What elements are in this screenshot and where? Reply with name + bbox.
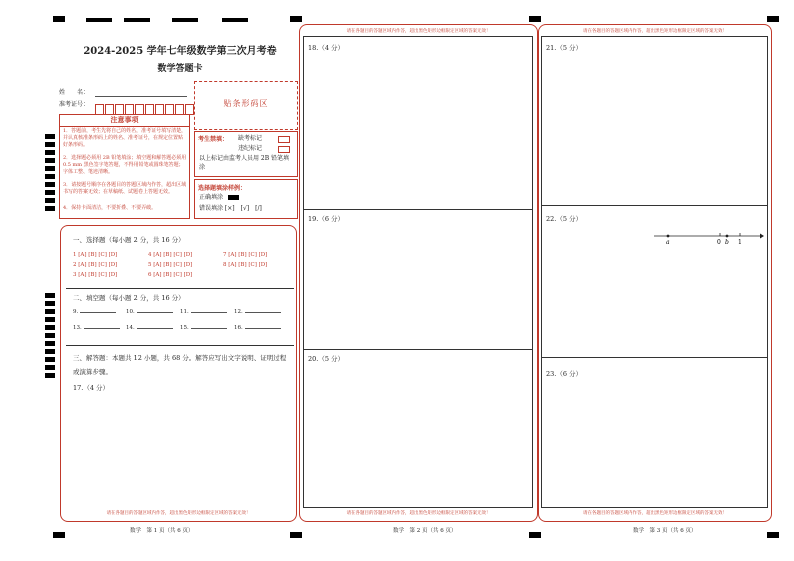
blank-10[interactable]: 10.: [126, 309, 173, 315]
notice-item: 3．请按题号顺序在各题目的答题区域内作答，超出区域书写的答案无效；在草稿纸、试题卷上答题无效。: [63, 182, 187, 195]
id-label: 准考证号：: [59, 101, 90, 108]
absent-checkbox[interactable]: [278, 136, 290, 143]
answer-sheet-subtitle: 数学答题卡: [157, 64, 203, 74]
mcq-row[interactable]: 7 [A] [B] [C] [D]: [223, 252, 268, 258]
mcq-row[interactable]: 4 [A] [B] [C] [D]: [148, 252, 193, 258]
divider: [66, 288, 294, 289]
answer-area-19[interactable]: [304, 226, 530, 348]
answer-area-18[interactable]: [304, 55, 530, 209]
barcode-label: 贴条形码区: [223, 99, 269, 108]
divider: [303, 349, 532, 350]
number-line: [650, 228, 764, 248]
divider: [303, 209, 532, 210]
filled-example: [228, 195, 239, 200]
page-number: 数学 第 1 页（共 6 页）: [130, 528, 194, 534]
mcq-row[interactable]: 3 [A] [B] [C] [D]: [73, 272, 118, 278]
mcq-row[interactable]: 6 [A] [B] [C] [D]: [148, 272, 193, 278]
registration-mark: [767, 532, 779, 538]
question-22-label: 22.（5 分）: [546, 215, 583, 223]
name-field[interactable]: [95, 96, 187, 97]
registration-mark: [290, 532, 302, 538]
answer-area-17[interactable]: [66, 395, 294, 503]
registration-mark: [53, 16, 65, 22]
footer-note: 请在各题目的答题区域内作答，超出黑色矩形边框限定区域的答案无效！: [106, 511, 251, 516]
mcq-row[interactable]: 5 [A] [B] [C] [D]: [148, 262, 193, 268]
label-zero: 0: [717, 239, 721, 246]
name-label: 姓 名：: [59, 89, 90, 96]
violation-checkbox[interactable]: [278, 146, 290, 153]
label-one: 1: [738, 239, 742, 246]
section3-title: 三、解答题：本题共 12 小题，共 68 分。解答应写出文字说明、证明过程或演算步骤。: [73, 354, 287, 376]
mcq-row[interactable]: 2 [A] [B] [C] [D]: [73, 262, 118, 268]
notice-title: 注意事项: [59, 115, 190, 127]
header-note: 请在各题目的答题区域内作答，超出黑色矩形边框限定区域的答案无效！: [346, 29, 491, 34]
registration-mark: [529, 16, 541, 22]
exam-status-title: 考生禁填：: [198, 136, 229, 143]
divider: [66, 345, 294, 346]
point-a-marker: [667, 235, 670, 238]
notice-item: 4．保持卡面清洁，不要折叠、不要弄破。: [63, 205, 157, 211]
registration-mark: [529, 532, 541, 538]
question-23-label: 23.（6 分）: [546, 370, 583, 378]
label-b: b: [725, 239, 729, 246]
registration-mark: [86, 18, 112, 22]
answer-area-21[interactable]: [542, 55, 765, 205]
fill-wrong-label: 错误填涂 [×] [√] [/]: [199, 205, 262, 212]
violation-label: 违纪标记: [238, 145, 263, 152]
point-b-marker: [726, 235, 729, 238]
mcq-row[interactable]: 1 [A] [B] [C] [D]: [73, 252, 118, 258]
question-20-label: 20.（5 分）: [308, 355, 345, 363]
page-number: 数学 第 3 页（共 6 页）: [633, 528, 697, 534]
question-19-label: 19.（6 分）: [308, 215, 345, 223]
section1-title: 一、选择题（每小题 2 分，共 16 分）: [73, 236, 185, 244]
footer-note: 请在各题目的答题区域内作答，超出黑色矩形边框限定区域的答案无效！: [346, 511, 491, 516]
section2-title: 二、填空题（每小题 2 分，共 16 分）: [73, 294, 185, 302]
registration-mark: [124, 18, 150, 22]
question-21-label: 21.（5 分）: [546, 44, 583, 52]
footer-note: 请在各题目的答题区域内作答，超出黑色矩形边框限定区域的答案无效！: [583, 511, 727, 516]
notice-item: 1．答题前，考生先将自己的姓名，准考证号填写清楚，并认真核准条形码上的姓名、准考证号，在规定位置贴好条形码。: [63, 128, 187, 148]
blank-13[interactable]: 13.: [73, 325, 120, 331]
notice-item: 2．选择题必须用 2B 铅笔填涂；填空题和解答题必须用 0.5 mm 黑色签字笔答题，不得用铅笔或圆珠笔答题；字体工整、笔迹清晰。: [63, 155, 187, 175]
exam-status-note: 以上标记由监考人员用 2B 铅笔填涂: [199, 155, 290, 171]
registration-mark: [767, 16, 779, 22]
page-number: 数学 第 2 页（共 6 页）: [393, 528, 457, 534]
blank-9[interactable]: 9.: [73, 309, 116, 315]
blank-11[interactable]: 11.: [180, 309, 227, 315]
mcq-row[interactable]: 8 [A] [B] [C] [D]: [223, 262, 268, 268]
exam-title: 2024-2025 学年七年级数学第三次月考卷: [83, 46, 277, 57]
blank-14[interactable]: 14.: [126, 325, 173, 331]
answer-area-22[interactable]: [542, 248, 765, 356]
registration-mark: [222, 18, 248, 22]
divider: [541, 205, 767, 206]
label-a: a: [666, 239, 670, 246]
fill-sample-title: 选择题填涂样例：: [198, 185, 247, 192]
blank-15[interactable]: 15.: [180, 325, 227, 331]
blank-16[interactable]: 16.: [234, 325, 281, 331]
fill-correct-label: 正确填涂: [199, 194, 224, 201]
blank-12[interactable]: 12.: [234, 309, 281, 315]
registration-mark: [172, 18, 198, 22]
question-17-label: 17.（4 分）: [73, 384, 110, 392]
registration-mark: [53, 532, 65, 538]
header-note: 请在各题目的答题区域内作答，超出黑色矩形边框限定区域的答案无效！: [583, 29, 727, 34]
answer-area-23[interactable]: [542, 381, 765, 505]
absent-label: 缺考标记: [238, 135, 263, 142]
registration-mark: [290, 16, 302, 22]
question-18-label: 18.（4 分）: [308, 44, 345, 52]
answer-area-20[interactable]: [304, 366, 530, 504]
divider: [541, 357, 767, 358]
